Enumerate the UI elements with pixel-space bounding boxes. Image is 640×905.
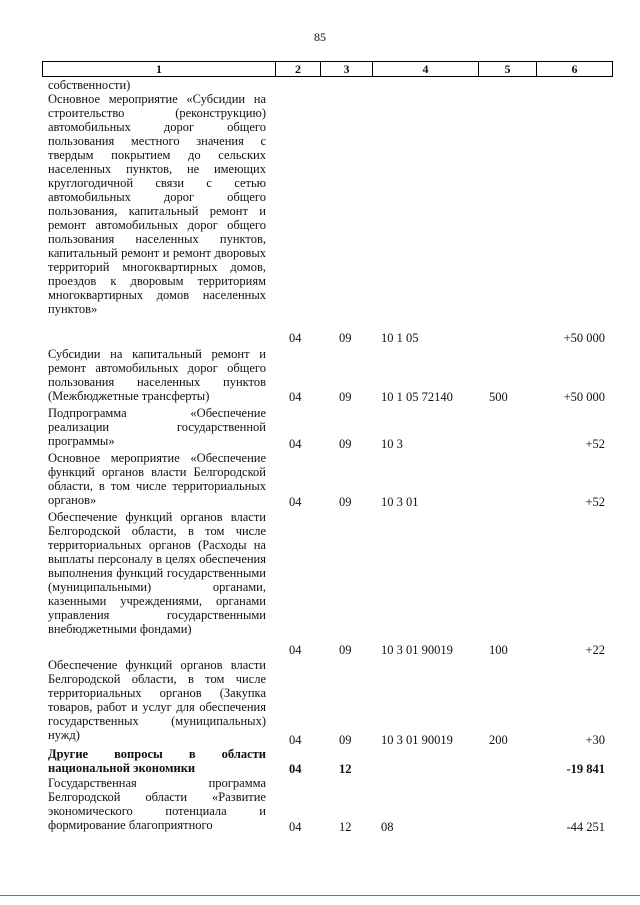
row-3-section: 04 (289, 437, 302, 451)
row-5-expense-type: 100 (489, 643, 508, 657)
row-3-description: Подпрограмма «Обеспечение реализации государственной программы» (48, 406, 266, 448)
header-col-5: 5 (478, 62, 536, 76)
row-7-amount: -19 841 (566, 762, 605, 776)
row-4-subsection: 09 (339, 495, 352, 509)
header-col-3: 3 (320, 62, 372, 76)
row-7-section: 04 (289, 762, 302, 776)
row-5-subsection: 09 (339, 643, 352, 657)
header-col-2: 2 (275, 62, 320, 76)
row-6-amount: +30 (585, 733, 605, 747)
row-5-description: Обеспечение функций органов власти Белгородской области, в том числе территориальных органов (Расходы на выплаты персоналу в целях обеспечения выполнения функций государственными (муниципальными) органами, казенными учреждениями, органами управления государственными внебюджетными фондами) (48, 510, 266, 636)
row-6-description: Обеспечение функций органов власти Белгородской области, в том числе территориальных органов (Закупка товаров, работ и услуг для обеспечения государственных (муниципальных) нужд) (48, 658, 266, 742)
row-3-subsection: 09 (339, 437, 352, 451)
page-number: 85 (314, 30, 326, 44)
row-2-target-article: 10 1 05 72140 (381, 390, 453, 404)
row-6-target-article: 10 3 01 90019 (381, 733, 453, 747)
row-2-expense-type: 500 (489, 390, 508, 404)
row-8-subsection: 12 (339, 820, 352, 834)
header-col-6: 6 (536, 62, 612, 76)
row-3-amount: +52 (585, 437, 605, 451)
row-8-section: 04 (289, 820, 302, 834)
header-col-1: 1 (156, 62, 162, 76)
row-7-subsection: 12 (339, 762, 352, 776)
row-3-target-article: 10 3 (381, 437, 403, 451)
row-4-description: Основное мероприятие «Обеспечение функций органов власти Белгородской области, в том числе территориальных органов» (48, 451, 266, 507)
page-bottom-edge (0, 895, 640, 896)
row-1-target-article: 10 1 05 (381, 331, 419, 345)
row-4-amount: +52 (585, 495, 605, 509)
row-5-section: 04 (289, 643, 302, 657)
row-1-description: Основное мероприятие «Субсидии на строительство (реконструкцию) автомобильных дорог общего пользования местного значения с твердым покрытием до сельских населенных пунктов, не имеющих круглогодичной связи с сетью автомобильных дорог общего пользования, капитальный ремонт и ремонт автомобильных дорог общего пользования населенных пунктов, капитальный ремонт и ремонт дворовых территорий многоквартирных домов, проездов к дворовым территориям многоквартирных домов населенных пунктов» (48, 92, 266, 316)
row-5-amount: +22 (585, 643, 605, 657)
row-7-description: Другие вопросы в области национальной экономики (48, 747, 266, 775)
header-col-4: 4 (372, 62, 478, 76)
row-8-target-article: 08 (381, 820, 394, 834)
table-header (42, 61, 613, 77)
row-1-section: 04 (289, 331, 302, 345)
row-6-section: 04 (289, 733, 302, 747)
row-4-section: 04 (289, 495, 302, 509)
row-0-description: собственности) (48, 78, 131, 92)
row-2-amount: +50 000 (563, 390, 605, 404)
row-8-description: Государственная программа Белгородской области «Развитие экономического потенциала и формирование благоприятного (48, 776, 266, 832)
row-8-amount: -44 251 (566, 820, 605, 834)
row-5-target-article: 10 3 01 90019 (381, 643, 453, 657)
row-2-subsection: 09 (339, 390, 352, 404)
row-6-expense-type: 200 (489, 733, 508, 747)
row-6-subsection: 09 (339, 733, 352, 747)
row-2-section: 04 (289, 390, 302, 404)
row-4-target-article: 10 3 01 (381, 495, 419, 509)
row-1-subsection: 09 (339, 331, 352, 345)
row-1-amount: +50 000 (563, 331, 605, 345)
row-2-description: Субсидии на капитальный ремонт и ремонт автомобильных дорог общего пользования населенных пунктов (Межбюджетные трансферты) (48, 347, 266, 403)
